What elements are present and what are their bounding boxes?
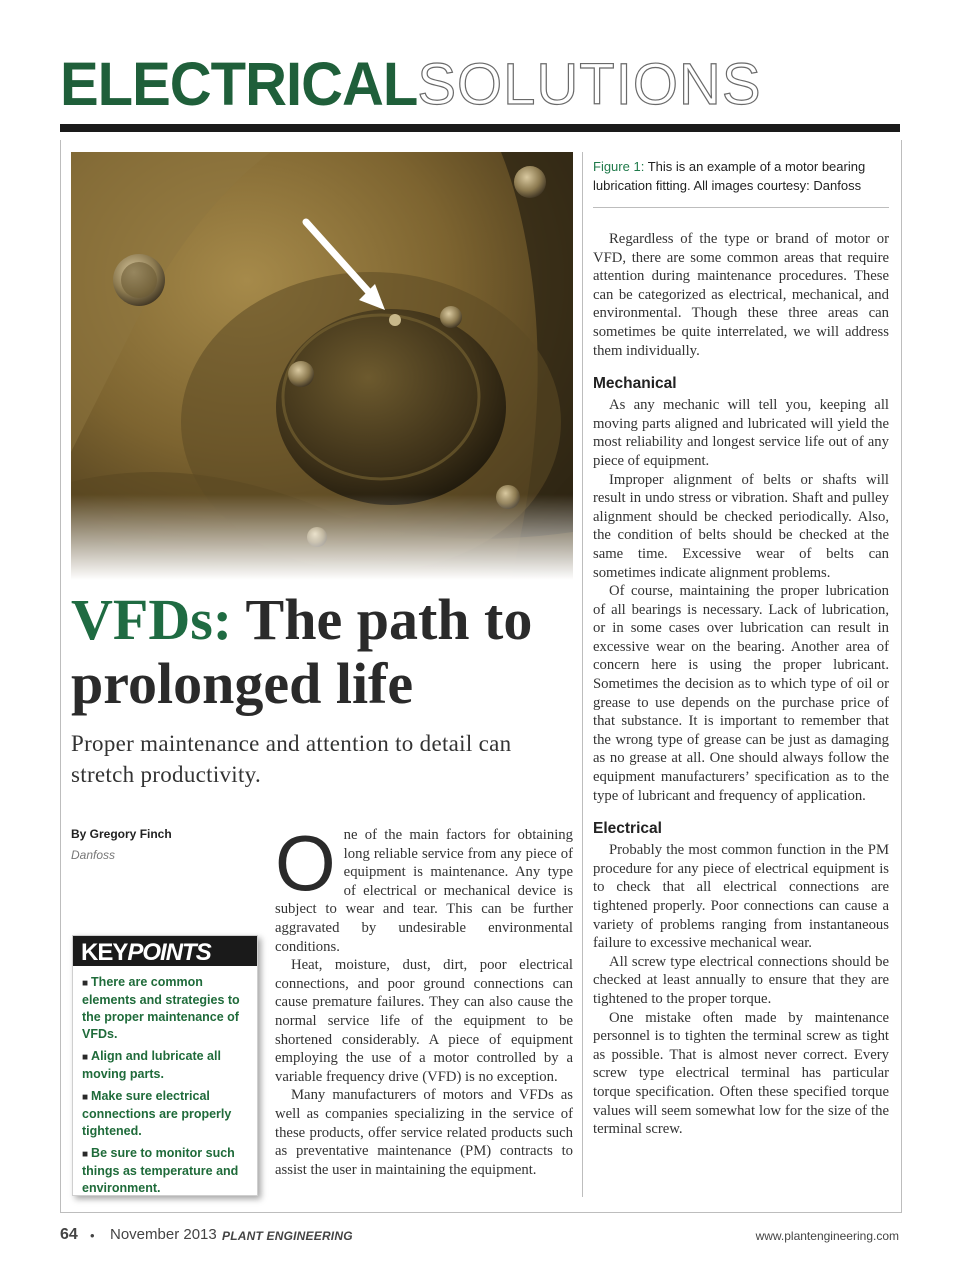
page-number: 64: [60, 1226, 78, 1243]
bullet-square-icon: ■: [82, 1092, 89, 1103]
article-paragraph: Regardless of the type or brand of motor or VFD, there are some common areas that require attention during maintenance procedures. These can be categorized as electrical, mechanical, and environmental. Though these three areas can sometimes be quite interrelated, we will address them individually.: [593, 231, 889, 359]
article-paragraph: Heat, moisture, dust, dirt, poor electrical connections, and poor ground connections can cause premature failures. They can also cause the normal service life of the equipment to be shortened considerably. A piece of equipment employing the use of a motor controlled by a variable frequency drive (VFD) is no exception.: [275, 957, 573, 1085]
key-points-list: [73, 966, 257, 1197]
title-rule: [60, 124, 900, 132]
magazine-url[interactable]: www.plantengineering.com: [755, 1229, 899, 1243]
headline-part2: The path to prolonged life: [71, 587, 533, 716]
article-paragraph: As any mechanic will tell you, keeping all moving parts aligned and lubricated will yield the most reliability and longest service life out of any piece of equipment.: [593, 397, 889, 469]
section-title-light: SOLUTIONS: [417, 52, 762, 117]
magazine-name: PLANT ENGINEERING: [222, 1229, 353, 1243]
key-point-item: ■ There are common elements and strategies to the proper maintenance of VFDs.: [82, 975, 240, 1041]
bullet-square-icon: ■: [82, 978, 89, 989]
figure-caption: [593, 157, 893, 195]
article-paragraph: All screw type electrical connections should be checked at least annually to ensure that they are tightened to the proper torque.: [593, 953, 889, 1007]
byline: By Gregory Finch: [71, 827, 172, 841]
author-company: Danfoss: [71, 848, 116, 862]
article-paragraph: Probably the most common function in the PM procedure for any piece of electrical equipment is to check that all electrical connections are tightened properly. Poor connections can cause a variety of problems ranging from instantaneous failure to excessive mechanical wear.: [593, 842, 889, 952]
figure-caption-text: This is an example of a motor bearing lubrication fitting. All images courtesy: Danfoss: [593, 159, 866, 193]
column-rule: [582, 152, 583, 1197]
bullet-square-icon: ■: [82, 1052, 89, 1063]
key-points-box: [72, 935, 258, 1196]
bullet-square-icon: ■: [82, 1149, 89, 1160]
key-points-title-bold: KEY: [81, 939, 128, 966]
key-points-title: [73, 936, 257, 966]
figure-label: Figure 1:: [593, 159, 645, 174]
motor-bearing-photo: [71, 152, 573, 580]
subhead-electrical: Electrical: [593, 820, 662, 838]
key-point-item: ■ Make sure electrical connections are properly tightened.: [82, 1089, 232, 1138]
issue-date: November 2013: [110, 1226, 217, 1243]
headline: [71, 588, 571, 716]
article-column-right: [593, 230, 889, 1139]
headline-part1: VFDs:: [71, 587, 233, 652]
footer-bullet: •: [90, 1228, 95, 1243]
drop-cap: O: [275, 819, 336, 907]
caption-rule: [593, 207, 889, 208]
key-point-item: ■ Align and lubricate all moving parts.: [82, 1049, 221, 1081]
subhead-mechanical: Mechanical: [593, 375, 677, 393]
article-column-middle: [275, 819, 573, 1179]
article-paragraph: Improper alignment of belts or shafts will result in undo stress or vibration. Shaft and pulley alignment should be checked periodically. Also, the condition of belts should be checked at the same time. Excessive wear of belts can sometimes indicate alignment problems.: [593, 471, 889, 581]
section-title: [60, 50, 762, 120]
article-paragraph: One of the main factors for obtaining long reliable service from any piece of equipment is maintenance. Any type of electrical or mechanical device is subject to wear and tear. This can be further aggravated by undesirable environmental conditions.: [275, 819, 573, 955]
section-title-bold: ELECTRICAL: [60, 50, 418, 119]
deck: Proper maintenance and attention to detail can stretch productivity.: [71, 731, 512, 787]
article-paragraph: Of course, maintaining the proper lubrication of all bearings is necessary. Lack of lubrication, or in some cases over lubrication can result in excessive wear on the bearing. Another area of concern here is using the proper lubricant. Sometimes the decision as to which type of oil or grease to use depends on the purchase price of that substance. It is important to remember that the wrong type of grease can be just as damaging as no grease at all. One should always follow the equipment manufacturers’ specification as to the type of lubricant and frequency of application.: [593, 583, 889, 804]
article-paragraph: Many manufacturers of motors and VFDs as well as companies specializing in the service of these products, offer service related products such as preventative maintenance (PM) contracts to assist the user in maintaining the equipment.: [275, 1087, 573, 1178]
article-paragraph: One mistake often made by maintenance personnel is to tighten the terminal screw as tight as possible. That is almost never correct. Every screw type electrical terminal has particular torque specification. Often these specified torque values will seem somewhat low for the size of the terminal screw.: [593, 1009, 889, 1138]
key-point-item: ■ Be sure to monitor such things as temperature and environment.: [82, 1146, 239, 1195]
key-points-title-italic: POINTS: [127, 939, 211, 966]
